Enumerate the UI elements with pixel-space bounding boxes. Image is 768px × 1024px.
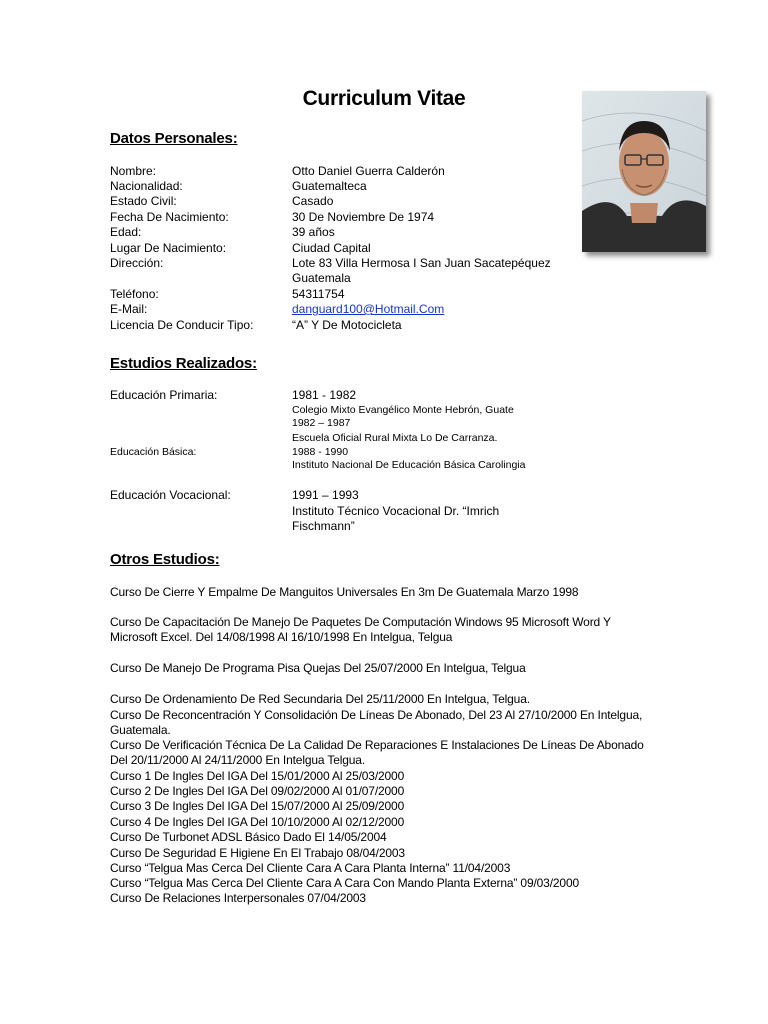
field-label: Nombre: (110, 164, 157, 178)
course-line: Curso De Reconcentración Y Consolidación De Líneas De Abonado, Del 23 Al 27/10/2000 En Intelgua, (110, 708, 643, 722)
course-line: Curso De Seguridad E Higiene En El Trabajo 08/04/2003 (110, 846, 405, 860)
field-birth-date (110, 210, 670, 225)
field-label: Fecha De Nacimiento: (110, 210, 229, 224)
course-line: Curso 3 De Ingles Del IGA Del 15/07/2000 Al 25/09/2000 (110, 799, 405, 813)
course-line: Curso De Cierre Y Empalme De Manguitos Universales En 3m De Guatemala Marzo 1998 (110, 585, 579, 599)
education-school: Fischmann” (292, 519, 355, 533)
field-label: Dirección: (110, 256, 164, 270)
course-line: Curso “Telgua Mas Cerca Del Cliente Cara A Cara Con Mando Planta Externa” 09/03/2000 (110, 876, 579, 890)
field-label: Licencia De Conducir Tipo: (110, 318, 254, 332)
field-phone (110, 287, 670, 302)
education-school: Colegio Mixto Evangélico Monte Hebrón, Guate (292, 404, 514, 416)
education-vocational (110, 488, 670, 503)
field-license (110, 318, 670, 333)
education-vocational-school (110, 504, 670, 519)
education-primary (110, 388, 670, 403)
education-primary-years-2 (110, 416, 670, 431)
education-label: Educación Vocacional: (110, 488, 231, 502)
education-school: Escuela Oficial Rural Mixta Lo De Carranza. (292, 432, 498, 444)
field-address-cont (110, 271, 670, 286)
education-primary-school-2 (110, 431, 670, 446)
field-civil-status (110, 194, 670, 209)
field-value: Guatemalteca (292, 179, 367, 193)
page-title: Curriculum Vitae (302, 87, 466, 110)
education-school: Instituto Técnico Vocacional Dr. “Imrich (292, 504, 500, 518)
field-value: Ciudad Capital (292, 241, 371, 255)
email-link[interactable]: danguard100@Hotmail.Com (292, 302, 445, 316)
course-line: Curso De Relaciones Interpersonales 07/04/2003 (110, 891, 366, 905)
field-label: E-Mail: (110, 302, 148, 316)
course-line: Curso De Turbonet ADSL Básico Dado El 14/05/2004 (110, 830, 387, 844)
education-label: Educación Primaria: (110, 388, 218, 402)
course-line: Curso De Verificación Técnica De La Calidad De Reparaciones E Instalaciones De Líneas De Abonado (110, 738, 644, 752)
field-value: Casado (292, 194, 334, 208)
course-line: Curso 2 De Ingles Del IGA Del 09/02/2000 Al 01/07/2000 (110, 784, 405, 798)
course-line: Curso 4 De Ingles Del IGA Del 10/10/2000 Al 02/12/2000 (110, 815, 405, 829)
field-value: 30 De Noviembre De 1974 (292, 210, 435, 224)
field-value: Lote 83 Villa Hermosa I San Juan Sacatepéquez (292, 256, 551, 270)
education-years: 1991 – 1993 (292, 488, 359, 502)
field-value: Guatemala (292, 271, 351, 285)
field-email (110, 302, 670, 317)
education-vocational-school-cont (110, 519, 670, 534)
field-birth-place (110, 241, 670, 256)
field-value: “A” Y De Motocicleta (292, 318, 402, 332)
field-value: 39 años (292, 225, 335, 239)
course-line: Curso De Capacitación De Manejo De Paquetes De Computación Windows 95 Microsoft Word Y (110, 615, 611, 629)
course-line: Guatemala. (110, 723, 171, 737)
education-basic-school (110, 458, 670, 473)
field-label: Teléfono: (110, 287, 159, 301)
education-years: 1981 - 1982 (292, 388, 357, 402)
field-label: Lugar De Nacimiento: (110, 241, 227, 255)
section-heading-studies: Estudios Realizados: (110, 355, 257, 372)
course-line: Del 20/11/2000 Al 24/11/2000 En Intelgua Telgua. (110, 753, 366, 767)
section-heading-other: Otros Estudios: (110, 551, 220, 568)
field-label: Edad: (110, 225, 142, 239)
education-school: Instituto Nacional De Educación Básica Carolingia (292, 459, 526, 471)
field-value: Otto Daniel Guerra Calderón (292, 164, 445, 178)
education-label: Educación Básica: (110, 446, 197, 458)
section-heading-personal: Datos Personales: (110, 130, 238, 147)
course-line: Curso 1 De Ingles Del IGA Del 15/01/2000 Al 25/03/2000 (110, 769, 405, 783)
course-line: Curso De Ordenamiento De Red Secundaria Del 25/11/2000 En Intelgua, Telgua. (110, 692, 530, 706)
field-name (110, 164, 670, 179)
education-years: 1988 - 1990 (292, 446, 349, 458)
field-label: Nacionalidad: (110, 179, 183, 193)
education-years: 1982 – 1987 (292, 417, 351, 429)
field-value: 54311754 (292, 287, 345, 301)
field-address (110, 256, 670, 271)
course-line: Curso De Manejo De Programa Pisa Quejas Del 25/07/2000 En Intelgua, Telgua (110, 661, 526, 675)
field-nationality (110, 179, 670, 194)
field-age (110, 225, 670, 240)
course-line: Curso “Telgua Mas Cerca Del Cliente Cara A Cara Planta Interna” 11/04/2003 (110, 861, 511, 875)
field-label: Estado Civil: (110, 194, 177, 208)
course-line: Microsoft Excel. Del 14/08/1998 Al 16/10/1998 En Intelgua, Telgua (110, 630, 453, 644)
